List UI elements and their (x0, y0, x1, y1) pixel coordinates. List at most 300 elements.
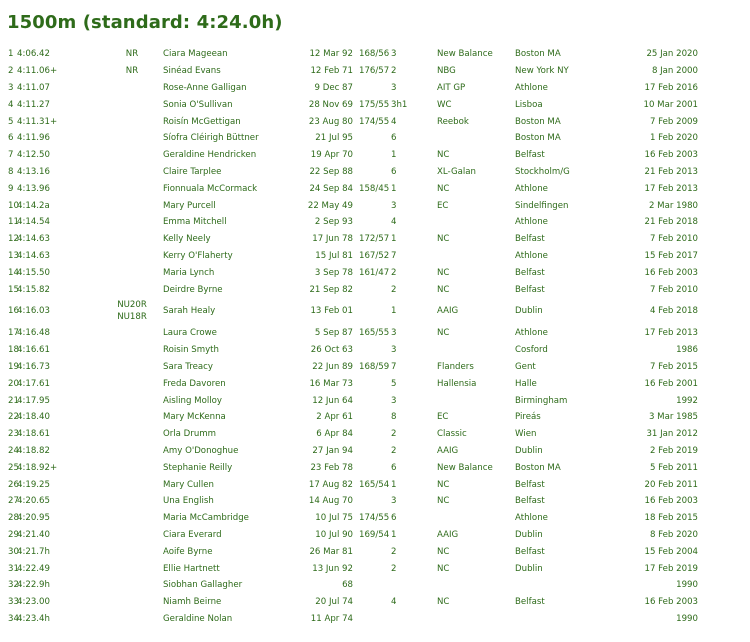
rank-cell: 22 (8, 412, 19, 423)
athlete-name-cell: Niamh Beirne (163, 597, 222, 608)
meet-cell: NC (437, 597, 450, 608)
performance-cell: 4:15.50 (17, 267, 50, 278)
table-row (0, 409, 750, 426)
height-weight-cell (357, 164, 391, 181)
venue-cell: Gent (515, 361, 536, 372)
athlete-name-cell: Siobhan Gallagher (163, 580, 243, 591)
meet-cell: New Balance (437, 49, 493, 60)
date-of-birth-cell: 20 Jul 74 (315, 597, 353, 608)
record-note-cell: NR (125, 66, 139, 77)
performance-cell: 4:20.95 (17, 513, 50, 524)
venue-cell: Boston MA (515, 462, 561, 473)
date-of-birth-cell: 24 Sep 84 (309, 183, 353, 194)
athlete-name-cell: Orla Drumm (163, 429, 217, 440)
performance-cell: 4:16.48 (17, 328, 50, 339)
rank-cell: 34 (8, 613, 19, 624)
height-weight-cell (357, 147, 391, 164)
rank-cell: 20 (8, 378, 19, 389)
date-of-birth-cell: 10 Jul 75 (315, 513, 353, 524)
athlete-name-cell: Una English (163, 496, 214, 507)
record-note-cell (101, 325, 163, 342)
meet-cell (437, 577, 515, 594)
place-cell: 4 (391, 217, 397, 228)
date-of-birth-cell: 22 May 49 (307, 200, 353, 211)
venue-cell (515, 611, 615, 628)
athlete-name-cell: Claire Tarplee (163, 166, 222, 177)
venue-cell: Boston MA (515, 116, 561, 127)
height-weight-cell: 175/55 (359, 99, 390, 110)
table-row (0, 527, 750, 544)
date-of-birth-cell: 12 Mar 92 (309, 49, 353, 60)
venue-cell: Athlone (515, 250, 548, 261)
rank-cell: 17 (8, 328, 19, 339)
venue-cell: Dublin (515, 306, 543, 317)
record-note-cell (101, 459, 163, 476)
height-weight-cell (357, 409, 391, 426)
meet-cell (437, 214, 515, 231)
athlete-name-cell: Kerry O'Flaherty (163, 250, 233, 261)
place-cell: 3 (391, 328, 397, 339)
table-row (0, 96, 750, 113)
athlete-name-cell: Freda Davoren (163, 378, 226, 389)
performance-cell: 4:18.40 (17, 412, 50, 423)
rank-cell: 31 (8, 563, 19, 574)
place-cell: 6 (391, 133, 397, 144)
height-weight-cell (357, 214, 391, 231)
height-weight-cell: 161/47 (359, 267, 390, 278)
date-cell: 7 Feb 2010 (649, 234, 698, 245)
venue-cell: Lisboa (515, 99, 543, 110)
date-of-birth-cell: 15 Jul 81 (315, 250, 353, 261)
height-weight-cell: 168/56 (359, 49, 390, 60)
meet-cell: WC (437, 99, 452, 110)
table-row (0, 611, 750, 628)
table-row (0, 264, 750, 281)
rank-cell: 30 (8, 546, 19, 557)
meet-cell: NC (437, 546, 450, 557)
height-weight-cell (357, 281, 391, 298)
performance-cell: 4:11.06+ (17, 66, 58, 77)
performance-cell: 4:06.42 (17, 49, 50, 60)
table-row (0, 231, 750, 248)
place-cell: 1 (391, 150, 397, 161)
date-of-birth-cell: 12 Jun 64 (312, 395, 353, 406)
athlete-name-cell: Sonia O'Sullivan (163, 99, 233, 110)
meet-cell: Hallensia (437, 378, 477, 389)
performance-cell: 4:15.82 (17, 284, 50, 295)
table-row (0, 113, 750, 130)
date-cell: 4 Feb 2018 (649, 306, 698, 317)
venue-cell: Athlone (515, 217, 548, 228)
meet-cell: XL-Galan (437, 166, 476, 177)
date-of-birth-cell: 13 Jun 92 (312, 563, 353, 574)
height-weight-cell (357, 443, 391, 460)
table-row (0, 197, 750, 214)
performance-cell: 4:23.4h (17, 613, 50, 624)
rank-cell: 19 (8, 361, 19, 372)
table-row (0, 459, 750, 476)
athlete-name-cell: Kelly Neely (163, 234, 211, 245)
table-row (0, 426, 750, 443)
athlete-name-cell: Ellie Hartnett (163, 563, 220, 574)
meet-cell: NC (437, 150, 450, 161)
rank-cell: 16 (8, 306, 19, 317)
date-cell: 1 Feb 2020 (649, 133, 698, 144)
date-of-birth-cell: 28 Nov 69 (308, 99, 353, 110)
place-cell: 2 (391, 284, 397, 295)
date-cell: 16 Feb 2003 (644, 267, 698, 278)
table-row (0, 577, 750, 594)
date-cell: 17 Feb 2013 (644, 328, 698, 339)
rank-cell: 11 (8, 217, 19, 228)
date-cell: 21 Feb 2018 (644, 217, 698, 228)
place-cell: 3h1 (391, 99, 408, 110)
performance-cell: 4:14.63 (17, 250, 50, 261)
place-cell: 6 (391, 513, 397, 524)
meet-cell (437, 248, 515, 265)
record-note-cell (101, 594, 163, 611)
date-cell: 15 Feb 2017 (644, 250, 698, 261)
date-cell: 1992 (676, 395, 698, 406)
rank-cell: 8 (8, 166, 14, 177)
meet-cell (437, 611, 515, 628)
athlete-name-cell: Roisin Smyth (163, 345, 220, 356)
meet-cell: AAIG (437, 306, 459, 317)
table-row (0, 281, 750, 298)
rank-cell: 5 (8, 116, 14, 127)
meet-cell: NC (437, 479, 450, 490)
height-weight-cell (357, 611, 391, 628)
table-row (0, 130, 750, 147)
rank-cell: 4 (8, 99, 14, 110)
date-of-birth-cell: 23 Aug 80 (308, 116, 353, 127)
table-row (0, 443, 750, 460)
athlete-name-cell: Ciara Everard (163, 529, 222, 540)
date-cell: 5 Feb 2011 (649, 462, 698, 473)
rank-cell: 2 (8, 66, 14, 77)
record-note-cell (101, 375, 163, 392)
height-weight-cell (357, 459, 391, 476)
date-cell: 16 Feb 2003 (644, 597, 698, 608)
height-weight-cell: 165/54 (359, 479, 390, 490)
rank-cell: 14 (8, 267, 19, 278)
table-row (0, 342, 750, 359)
page-title: 1500m (standard: 4:24.0h) (7, 12, 283, 33)
place-cell: 7 (391, 250, 397, 261)
venue-cell: Pireás (515, 412, 541, 423)
meet-cell: EC (437, 412, 449, 423)
performance-cell: 4:20.65 (17, 496, 50, 507)
venue-cell: Athlone (515, 328, 548, 339)
meet-cell (437, 130, 515, 147)
place-cell: 2 (391, 429, 397, 440)
date-cell: 15 Feb 2004 (644, 546, 698, 557)
meet-cell: Reebok (437, 116, 469, 127)
performance-cell: 4:21.40 (17, 529, 50, 540)
athlete-name-cell: Maria McCambridge (163, 513, 249, 524)
rank-cell: 24 (8, 445, 19, 456)
table-row (0, 180, 750, 197)
date-cell: 7 Feb 2010 (649, 284, 698, 295)
rank-cell: 18 (8, 345, 19, 356)
record-note-cell (101, 130, 163, 147)
date-of-birth-cell: 21 Sep 82 (309, 284, 353, 295)
meet-cell: NC (437, 234, 450, 245)
height-weight-cell: 174/55 (359, 513, 390, 524)
venue-cell: Belfast (515, 546, 545, 557)
athlete-name-cell: Fionnuala McCormack (163, 183, 258, 194)
rank-cell: 7 (8, 150, 14, 161)
rank-cell: 28 (8, 513, 19, 524)
height-weight-cell (357, 543, 391, 560)
height-weight-cell (357, 392, 391, 409)
date-cell: 16 Feb 2001 (644, 378, 698, 389)
date-of-birth-cell: 23 Feb 78 (310, 462, 353, 473)
athlete-name-cell: Amy O'Donoghue (163, 445, 239, 456)
date-cell: 17 Feb 2016 (644, 82, 698, 93)
place-cell: 2 (391, 546, 397, 557)
performance-cell: 4:18.92+ (17, 462, 58, 473)
table-row (0, 147, 750, 164)
table-row (0, 560, 750, 577)
record-note-cell (101, 214, 163, 231)
meet-cell: AAIG (437, 529, 459, 540)
place-cell: 3 (391, 496, 397, 507)
performance-cell: 4:22.49 (17, 563, 50, 574)
place-cell: 2 (391, 267, 397, 278)
place-cell: 5 (391, 378, 397, 389)
date-of-birth-cell: 27 Jan 94 (312, 445, 353, 456)
athlete-name-cell: Geraldine Hendricken (163, 150, 257, 161)
record-note-cell (101, 359, 163, 376)
place-cell: 3 (391, 395, 397, 406)
date-cell: 21 Feb 2013 (644, 166, 698, 177)
place-cell (391, 611, 437, 628)
record-note-cell (101, 577, 163, 594)
performance-cell: 4:11.27 (17, 99, 50, 110)
date-cell: 7 Feb 2015 (649, 361, 698, 372)
place-cell: 3 (391, 49, 397, 60)
venue-cell: Boston MA (515, 49, 561, 60)
meet-cell: NC (437, 328, 450, 339)
place-cell: 1 (391, 234, 397, 245)
record-note-cell (101, 164, 163, 181)
venue-cell: Dublin (515, 445, 543, 456)
date-cell: 3 Mar 1985 (648, 412, 698, 423)
performance-cell: 4:22.9h (17, 580, 50, 591)
venue-cell: Belfast (515, 496, 545, 507)
date-cell: 31 Jan 2012 (646, 429, 698, 440)
record-note-cell (101, 147, 163, 164)
meet-cell: AIT GP (437, 82, 466, 93)
meet-cell (437, 510, 515, 527)
date-cell: 16 Feb 2003 (644, 150, 698, 161)
record-note-cell (101, 248, 163, 265)
table-row (0, 298, 750, 325)
venue-cell: Dublin (515, 563, 543, 574)
date-cell: 1990 (676, 580, 698, 591)
venue-cell: Belfast (515, 234, 545, 245)
performance-cell: 4:18.82 (17, 445, 50, 456)
height-weight-cell (357, 130, 391, 147)
record-note-cell (101, 527, 163, 544)
venue-cell: Belfast (515, 479, 545, 490)
date-cell: 1990 (676, 613, 698, 624)
date-of-birth-cell: 17 Jun 78 (312, 234, 353, 245)
date-cell: 18 Feb 2015 (644, 513, 698, 524)
venue-cell: Stockholm/G (515, 166, 570, 177)
date-of-birth-cell: 19 Apr 70 (310, 150, 353, 161)
date-of-birth-cell: 14 Aug 70 (308, 496, 353, 507)
rank-cell: 27 (8, 496, 19, 507)
athlete-name-cell: Aisling Molloy (163, 395, 222, 406)
meet-cell (437, 342, 515, 359)
venue-cell: Dublin (515, 529, 543, 540)
athlete-name-cell: Stephanie Reilly (163, 462, 233, 473)
place-cell: 3 (391, 82, 397, 93)
date-of-birth-cell: 2 Apr 61 (316, 412, 353, 423)
athlete-name-cell: Geraldine Nolan (163, 613, 233, 624)
venue-cell: Cosford (515, 345, 548, 356)
athlete-name-cell: Rose-Anne Galligan (163, 82, 247, 93)
meet-cell: NC (437, 563, 450, 574)
date-cell: 16 Feb 2003 (644, 496, 698, 507)
venue-cell: Wien (515, 429, 537, 440)
athlete-name-cell: Mary McKenna (163, 412, 226, 423)
height-weight-cell (357, 560, 391, 577)
athlete-name-cell: Sarah Healy (163, 306, 216, 317)
date-cell: 17 Feb 2013 (644, 183, 698, 194)
place-cell: 7 (391, 361, 397, 372)
place-cell: 6 (391, 462, 397, 473)
date-of-birth-cell: 10 Jul 90 (315, 529, 353, 540)
performance-cell: 4:17.61 (17, 378, 50, 389)
performance-cell: 4:11.31+ (17, 116, 58, 127)
date-cell: 10 Mar 2001 (643, 99, 698, 110)
table-row (0, 248, 750, 265)
venue-cell: Belfast (515, 284, 545, 295)
rank-cell: 33 (8, 597, 19, 608)
table-row (0, 80, 750, 97)
athlete-name-cell: Sinéad Evans (163, 66, 221, 77)
performance-cell: 4:18.61 (17, 429, 50, 440)
results-table (0, 46, 750, 627)
date-cell: 8 Jan 2000 (651, 66, 698, 77)
date-cell: 7 Feb 2009 (649, 116, 698, 127)
record-note-cell (101, 443, 163, 460)
meet-cell (437, 392, 515, 409)
performance-cell: 4:16.03 (17, 306, 50, 317)
date-of-birth-cell: 16 Mar 73 (309, 378, 353, 389)
athlete-name-cell: Aoife Byrne (163, 546, 213, 557)
athlete-name-cell: Ciara Mageean (163, 49, 228, 60)
rank-cell: 15 (8, 284, 19, 295)
date-cell: 2 Feb 2019 (649, 445, 698, 456)
date-of-birth-cell: 21 Jul 95 (315, 133, 353, 144)
table-row (0, 476, 750, 493)
table-row (0, 63, 750, 80)
date-cell: 20 Feb 2011 (644, 479, 698, 490)
rank-cell: 23 (8, 429, 19, 440)
date-of-birth-cell: 12 Feb 71 (310, 66, 353, 77)
place-cell: 1 (391, 529, 397, 540)
meet-cell: EC (437, 200, 449, 211)
place-cell: 4 (391, 597, 397, 608)
athlete-name-cell: Mary Purcell (163, 200, 216, 211)
place-cell: 3 (391, 345, 397, 356)
rank-cell: 21 (8, 395, 19, 406)
record-note-cell (101, 409, 163, 426)
place-cell: 3 (391, 200, 397, 211)
height-weight-cell: 167/52 (359, 250, 390, 261)
meet-cell: New Balance (437, 462, 493, 473)
venue-cell: Belfast (515, 597, 545, 608)
height-weight-cell (357, 375, 391, 392)
height-weight-cell: 174/55 (359, 116, 390, 127)
rank-cell: 10 (8, 200, 19, 211)
table-row (0, 164, 750, 181)
date-of-birth-cell: 22 Jun 89 (312, 361, 353, 372)
place-cell: 2 (391, 445, 397, 456)
performance-cell: 4:16.61 (17, 345, 50, 356)
performance-cell: 4:23.00 (17, 597, 50, 608)
performance-cell: 4:19.25 (17, 479, 50, 490)
performance-cell: 4:17.95 (17, 395, 50, 406)
venue-cell: Athlone (515, 82, 548, 93)
meet-cell: NC (437, 496, 450, 507)
height-weight-cell (357, 493, 391, 510)
performance-cell: 4:11.07 (17, 82, 50, 93)
venue-cell (515, 577, 615, 594)
athlete-name-cell: Emma Mitchell (163, 217, 227, 228)
athlete-name-cell: Maria Lynch (163, 267, 215, 278)
height-weight-cell (357, 577, 391, 594)
place-cell: 1 (391, 306, 397, 317)
rank-cell: 25 (8, 462, 19, 473)
record-note-cell (101, 392, 163, 409)
record-note-cell (101, 476, 163, 493)
performance-cell: 4:13.16 (17, 166, 50, 177)
record-note-cell: NR (125, 49, 139, 60)
table-row (0, 594, 750, 611)
meet-cell: NC (437, 267, 450, 278)
date-of-birth-cell: 13 Feb 01 (310, 306, 353, 317)
athlete-name-cell: Deirdre Byrne (163, 284, 223, 295)
venue-cell: Athlone (515, 183, 548, 194)
venue-cell: New York NY (515, 66, 569, 77)
height-weight-cell: 168/59 (359, 361, 390, 372)
record-note-cell (101, 96, 163, 113)
venue-cell: Boston MA (515, 133, 561, 144)
record-note-cell (101, 80, 163, 97)
meet-cell: NC (437, 284, 450, 295)
performance-cell: 4:14.54 (17, 217, 50, 228)
height-weight-cell: 172/57 (359, 234, 390, 245)
results-table-body (0, 46, 750, 627)
athlete-name-cell: Roisín McGettigan (163, 116, 241, 127)
height-weight-cell (357, 197, 391, 214)
performance-cell: 4:12.50 (17, 150, 50, 161)
date-of-birth-cell: 11 Apr 74 (310, 613, 353, 624)
performance-cell: 4:13.96 (17, 183, 50, 194)
table-row (0, 493, 750, 510)
performance-cell: 4:14.2a (17, 200, 50, 211)
meet-cell: NC (437, 183, 450, 194)
date-of-birth-cell: 2 Sep 93 (314, 217, 353, 228)
rank-cell: 32 (8, 580, 19, 591)
record-note-cell (101, 493, 163, 510)
date-cell: 17 Feb 2019 (644, 563, 698, 574)
